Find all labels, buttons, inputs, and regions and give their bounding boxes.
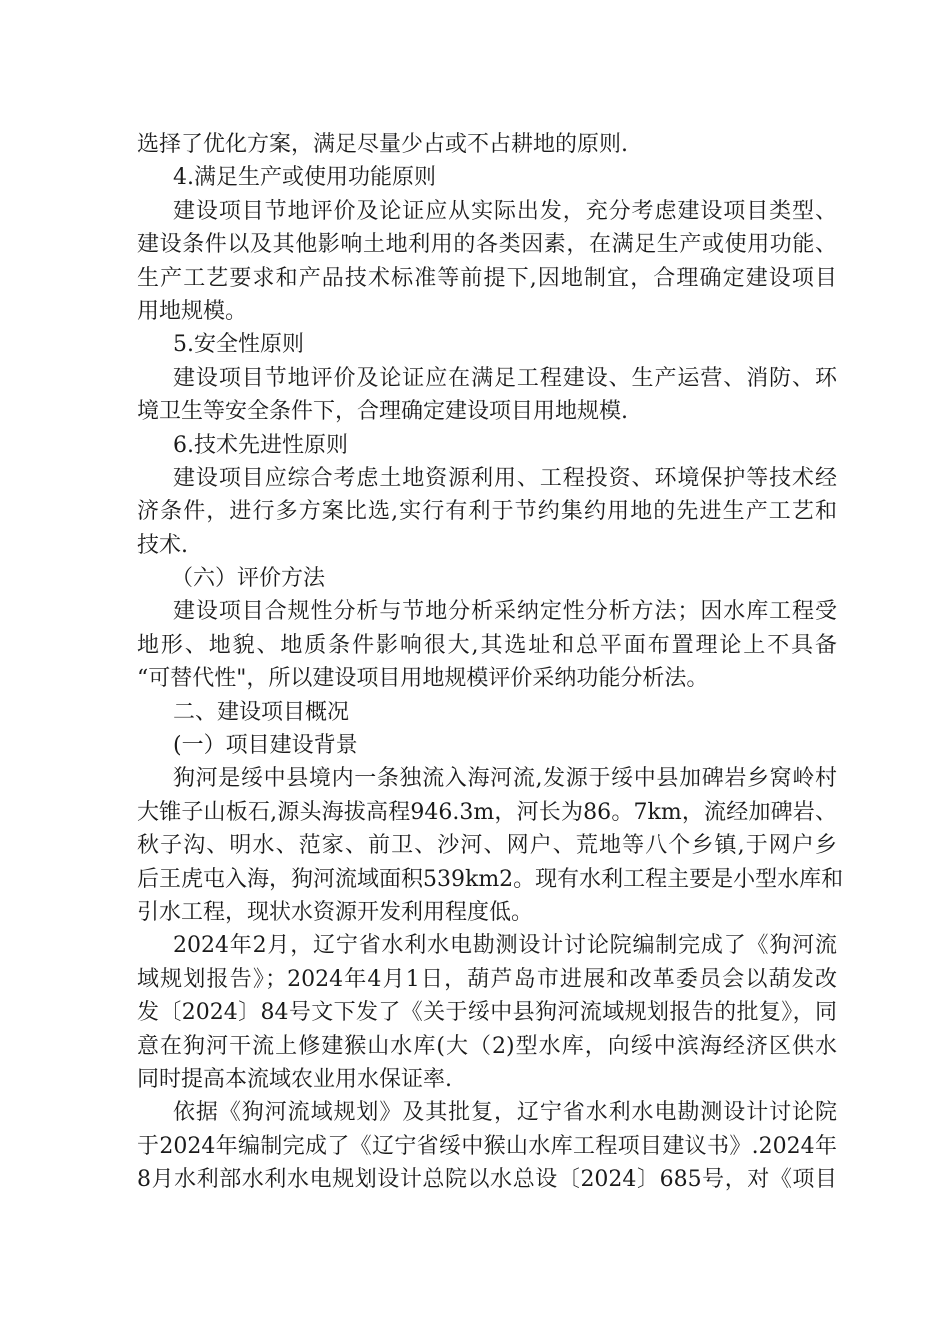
text-line: 意在狗河干流上修建猴山水库(大（2)型水库，向绥中滨海经济区供水 [137,1033,837,1059]
text-line: 地形、地貌、地质条件影响很大,其选址和总平面布置理论上不具备 [137,632,837,658]
text-line: 域规划报告》；2024年4月1日，葫芦岛市进展和改革委员会以葫发改 [137,966,837,992]
text-line: 建设项目合规性分析与节地分析采纳定性分析方法；因水库工程受 [173,599,837,625]
section-heading: 6.技术先进性原则 [173,432,348,458]
section-heading: 4.满足生产或使用功能原则 [173,165,436,191]
document-body [137,128,844,1197]
section-heading: (一）项目建设背景 [173,733,358,759]
text-line: 生产工艺要求和产品技术标准等前提下,因地制宜，合理确定建设项目 [137,265,837,291]
text-line: 用地规模。 [137,298,248,324]
text-line: 后王虎屯入海，狗河流域面积539km2。现有水利工程主要是小型水库和 [137,866,844,892]
text-line: 狗河是绥中县境内一条独流入海河流,发源于绥中县加碑岩乡窝岭村 [173,766,837,792]
text-line: 8月水利部水利水电规划设计总院以水总设〔2024〕685号，对《项目 [137,1167,837,1193]
text-line: 于2024年编制完成了《辽宁省绥中猴山水库工程项目建议书》.2024年 [137,1133,837,1159]
text-line: 发〔2024〕84号文下发了《关于绥中县狗河流域规划报告的批复》，同 [137,1000,837,1026]
section-heading: （六）评价方法 [171,566,326,592]
text-line: 建设条件以及其他影响土地利用的各类因素，在满足生产或使用功能、 [137,232,837,258]
text-line: “可替代性"，所以建设项目用地规模评价采纳功能分析法。 [137,666,709,692]
text-line: 2024年2月，辽宁省水利水电勘测设计讨论院编制完成了《狗河流 [173,933,837,959]
section-heading: 二、建设项目概况 [173,699,350,725]
text-line: 秋子沟、明水、范家、前卫、沙河、网户、荒地等八个乡镇,于网户乡 [137,833,837,859]
text-line: 济条件，进行多方案比选,实行有利于节约集约用地的先进生产工艺和 [137,499,837,525]
text-line: 建设项目节地评价及论证应从实际出发，充分考虑建设项目类型、 [173,198,837,224]
text-line: 引水工程，现状水资源开发利用程度低。 [137,899,534,925]
text-line: 建设项目节地评价及论证应在满足工程建设、生产运营、消防、环 [173,365,837,391]
text-line: 依据《狗河流域规划》及其批复，辽宁省水利水电勘测设计讨论院 [173,1100,837,1126]
text-line: 境卫生等安全条件下，合理确定建设项目用地规模. [137,399,628,425]
text-line: 大锥子山板石,源头海拔高程946.3m，河长为86。7km，流经加碑岩、 [137,799,837,825]
text-line: 同时提高本流域农业用水保证率. [137,1066,452,1092]
text-line: 技术. [137,532,188,558]
text-line: 选择了优化方案，满足尽量少占或不占耕地的原则. [137,132,628,157]
text-line: 建设项目应综合考虑土地资源利用、工程投资、环境保护等技术经 [173,465,837,491]
section-heading: 5.安全性原则 [173,332,304,358]
